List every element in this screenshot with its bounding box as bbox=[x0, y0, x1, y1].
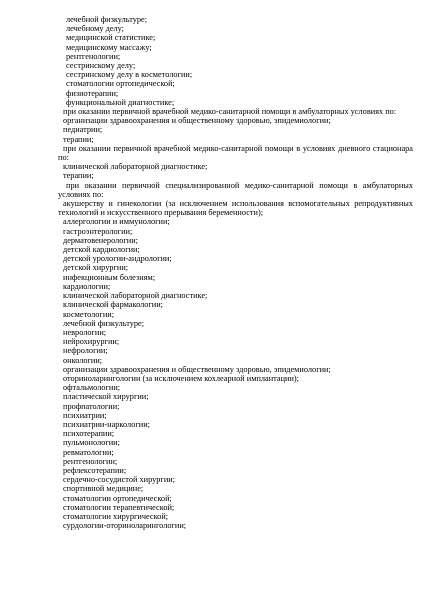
list-item: оториноларингологии (за исключением кохлеарной имплантации); bbox=[63, 373, 299, 383]
list-item: детской хирургии; bbox=[63, 263, 129, 273]
list-item: сестринскому делу в косметологии; bbox=[66, 70, 193, 80]
list-item: аллергологии и иммунологии; bbox=[63, 217, 170, 227]
list-item: стоматологии терапевтической; bbox=[63, 502, 175, 512]
list-item: нефрологии; bbox=[63, 346, 108, 356]
paragraph-text: акушерству и гинекологии (за исключением использования вспомогательных репродуктивных технологий и искусственного прерывания беременности); bbox=[58, 199, 413, 218]
list-item: нейрохирургии; bbox=[63, 337, 120, 347]
list-item: пульмонологии; bbox=[63, 438, 120, 448]
paragraph-text: при оказании первичной врачебной медико-санитарной помощи в условиях дневного стационара по: bbox=[58, 143, 413, 163]
list-item: клинической лабораторной диагностике; bbox=[63, 291, 208, 301]
list-item: терапии; bbox=[63, 171, 94, 181]
list-item: косметологии; bbox=[63, 309, 115, 319]
list-item: ревматологии; bbox=[63, 447, 114, 457]
list-item: неврологии; bbox=[63, 327, 107, 337]
list-item: сурдологии-оториноларингологии; bbox=[63, 521, 187, 531]
list-item: терапии; bbox=[63, 134, 94, 144]
list-item: функциональной диагностике; bbox=[66, 97, 175, 107]
paragraph-text: при оказании первичной врачебной медико-санитарной помощи в амбулаторных условиях по: bbox=[63, 107, 397, 117]
list-item: сердечно-сосудистой хирургии; bbox=[63, 475, 175, 485]
list-item: рентгенологии; bbox=[63, 456, 118, 466]
list-item: кардиологии; bbox=[63, 281, 111, 291]
list-item: клинической фармакологии; bbox=[63, 300, 163, 310]
paragraph-primary-care-outpatient bbox=[58, 107, 413, 116]
list-item: психиатрии-наркологии; bbox=[63, 419, 150, 429]
list-item: физиотерапии; bbox=[66, 88, 119, 98]
list-item: клинической лабораторной диагностике; bbox=[63, 162, 208, 172]
list-item: стоматологии ортопедической; bbox=[66, 79, 175, 89]
list-item: психотерапии; bbox=[63, 429, 115, 439]
list-item: спортивной медицине; bbox=[63, 484, 144, 494]
list-item: медицинской статистике; bbox=[66, 33, 156, 43]
list-item: лечебной физкультуре; bbox=[63, 318, 144, 328]
list-item: онкологии; bbox=[63, 355, 103, 365]
list-item: дерматовенерологии; bbox=[63, 235, 138, 245]
list-item: организации здравоохранения и общественному здоровью, эпидемиологии; bbox=[63, 116, 331, 126]
list-item: инфекционным болезням; bbox=[63, 272, 156, 282]
list-item: пластической хирургии; bbox=[63, 392, 149, 402]
list-block-1 bbox=[58, 15, 413, 107]
paragraph-text: при оказании первичной специализированной медико-санитарной помощи в амбулаторных условиях по: bbox=[58, 180, 413, 199]
document-page bbox=[58, 15, 413, 530]
paragraph-obstetrics bbox=[58, 199, 413, 217]
list-item: лечебному делу; bbox=[66, 24, 124, 34]
paragraph-specialized-care-outpatient bbox=[58, 181, 413, 199]
list-item: детской урологии-андрологии; bbox=[63, 254, 172, 264]
list-item: стоматологии хирургической; bbox=[63, 511, 169, 521]
list-block-2 bbox=[58, 116, 413, 144]
list-block-3 bbox=[58, 162, 413, 180]
list-item: профпатологии; bbox=[63, 401, 120, 411]
list-item: лечебной физкультуре; bbox=[66, 15, 147, 24]
list-block-4 bbox=[58, 217, 413, 530]
list-item: медицинскому массажу; bbox=[66, 42, 152, 52]
list-item: педиатрии; bbox=[63, 125, 103, 135]
list-item: рефлексотерапии; bbox=[63, 465, 127, 475]
list-item: детской кардиологии; bbox=[63, 245, 140, 255]
list-item: стоматологии ортопедической; bbox=[63, 493, 172, 503]
paragraph-primary-care-day-hospital bbox=[58, 144, 413, 162]
list-item: рентгенологии; bbox=[66, 51, 121, 61]
list-item: сестринскому делу; bbox=[66, 61, 136, 71]
list-item: офтальмологии; bbox=[63, 383, 121, 393]
list-item: гастроэнтерологии; bbox=[63, 226, 133, 236]
list-item: психиатрии; bbox=[63, 410, 107, 420]
list-item: организации здравоохранения и общественному здоровью, эпидемиологии; bbox=[63, 364, 331, 374]
